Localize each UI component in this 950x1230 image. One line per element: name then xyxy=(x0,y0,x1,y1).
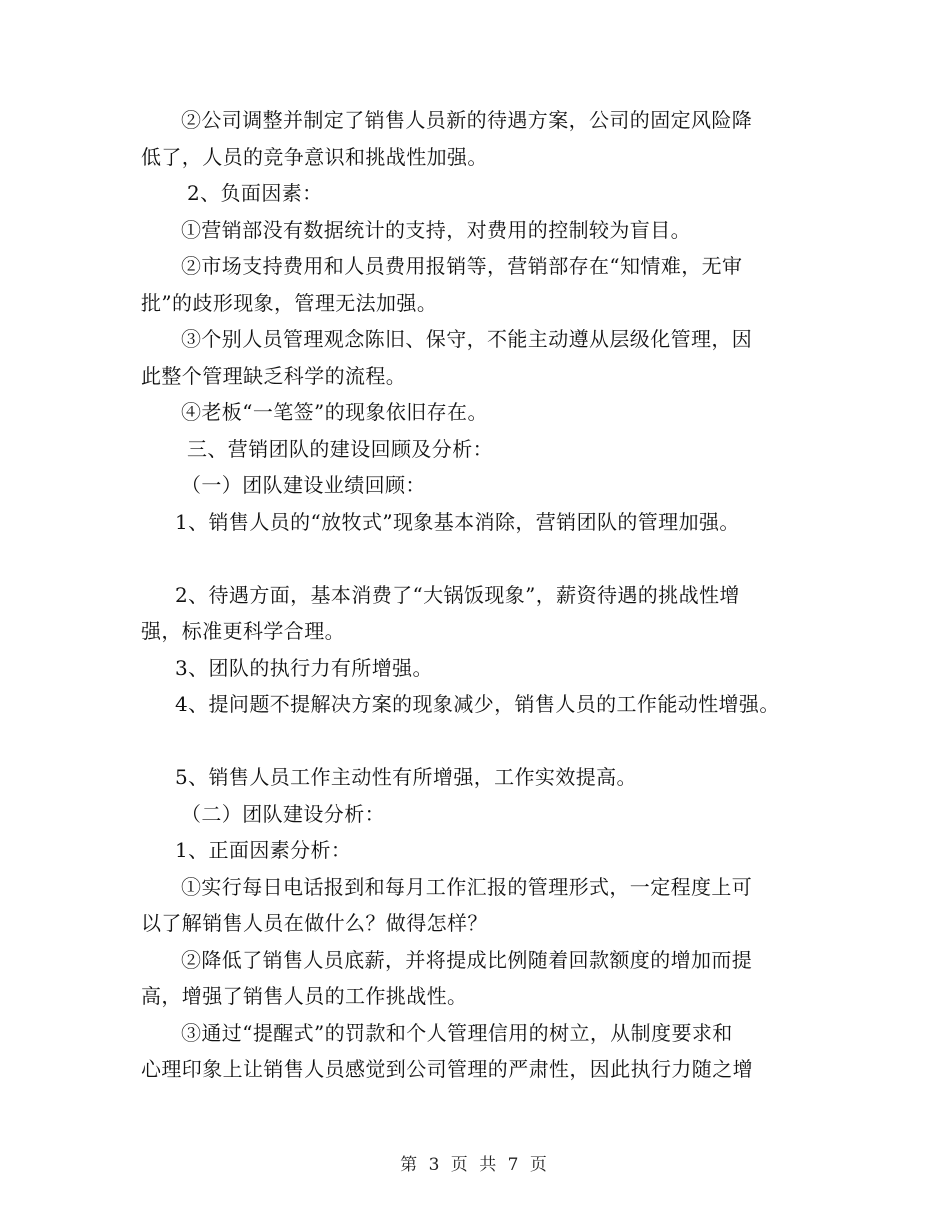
section-heading: 2、负面因素： xyxy=(187,181,323,205)
text-line: ②公司调整并制定了销售人员新的待遇方案，公司的固定风险降 xyxy=(181,108,753,132)
section-heading: （二）团队建设分析： xyxy=(181,801,385,826)
text-line: ④老板“一笔签”的现象依旧存在。 xyxy=(181,400,488,424)
text-line: 强，标准更科学合理。 xyxy=(141,619,345,643)
text-line: ①营销部没有数据统计的支持，对费用的控制较为盲目。 xyxy=(181,217,691,242)
section-heading: 1、正面因素分析： xyxy=(175,838,352,862)
text-line: ②市场支持费用和人员费用报销等，营销部存在“知情难，无审 xyxy=(181,254,743,278)
text-line: 心理印象上让销售人员感觉到公司管理的严肃性，因此执行力随之增 xyxy=(141,1057,753,1081)
paragraph-gap xyxy=(141,723,816,760)
text-line: 3、团队的执行力有所增强。 xyxy=(175,655,433,680)
paragraph-gap xyxy=(141,540,816,577)
section-heading: 三、营销团队的建设回顾及分析： xyxy=(187,436,493,461)
text-line: 以了解销售人员在做什么？做得怎样？ xyxy=(141,911,488,935)
text-line: 低了，人员的竞争意识和挑战性加强。 xyxy=(141,144,488,169)
text-line: ②降低了销售人员底薪，并将提成比例随着回款额度的增加而提 xyxy=(181,947,753,972)
text-line: ③个别人员管理观念陈旧、保守，不能主动遵从层级化管理，因 xyxy=(181,327,753,351)
page-number: 第 3 页 共 7 页 xyxy=(400,1155,550,1175)
text-line: 4、提问题不提解决方案的现象减少，销售人员的工作能动性增强。 xyxy=(175,692,780,716)
text-line: ①实行每日电话报到和每月工作汇报的管理形式，一定程度上可 xyxy=(181,874,753,899)
document-body xyxy=(141,102,816,1088)
text-line: 批”的歧形现象，管理无法加强。 xyxy=(141,290,438,315)
text-line: 1、销售人员的“放牧式”现象基本消除，营销团队的管理加强。 xyxy=(175,509,740,534)
text-line: 2、待遇方面，基本消费了“大锅饭现象”，薪资待遇的挑战性增 xyxy=(175,582,740,607)
section-heading: （一）团队建设业绩回顾： xyxy=(181,473,426,497)
text-line: ③通过“提醒式”的罚款和个人管理信用的树立，从制度要求和 xyxy=(181,1020,733,1045)
text-line: 此整个管理缺乏科学的流程。 xyxy=(141,363,407,388)
text-line: 5、销售人员工作主动性有所增强，工作实效提高。 xyxy=(175,765,637,789)
text-line: 高，增强了销售人员的工作挑战性。 xyxy=(141,984,468,1008)
